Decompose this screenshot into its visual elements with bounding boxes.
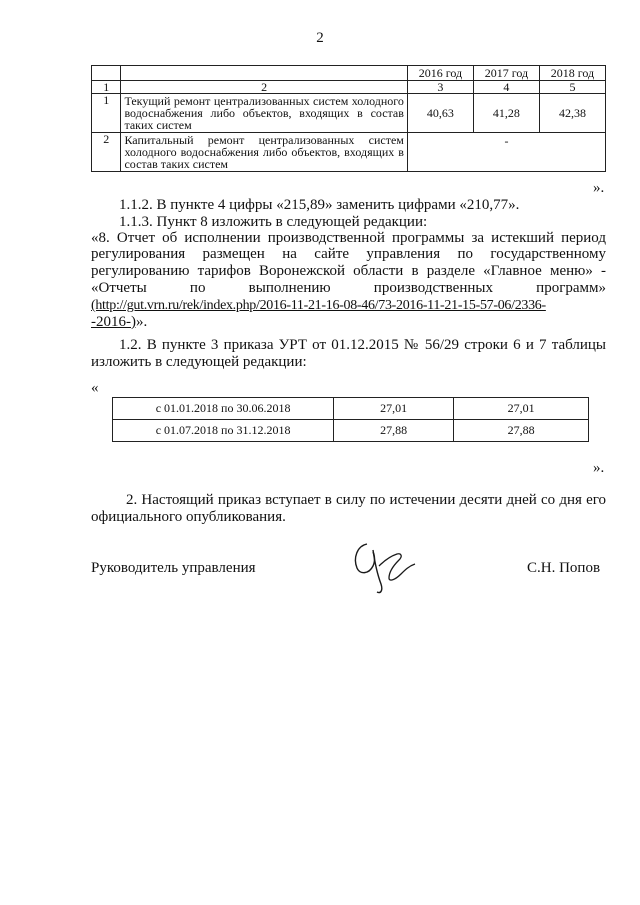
- row-number: 1: [92, 94, 121, 133]
- paragraph-1-1-3: 1.1.3. Пункт 8 изложить в следующей редакции:: [119, 214, 428, 230]
- header-year-2017: 2017 год: [473, 66, 539, 81]
- table-header-row: [92, 66, 606, 81]
- table1-close-quote: ».: [593, 180, 605, 196]
- index-cell: 5: [539, 81, 605, 94]
- repair-costs-table: [91, 65, 606, 172]
- signatory-name: С.Н. Попов: [527, 560, 601, 576]
- paragraph-2-line-1: 2. Настоящий приказ вступает в силу по истечении десяти дней со дня его: [126, 492, 606, 508]
- value-2016: 40,63: [407, 94, 473, 133]
- paragraph-1-2-line-1: 1.2. В пункте 3 приказа УРТ от 01.12.2015 № 56/29 строки 6 и 7 таблицы: [119, 337, 606, 353]
- merged-value-cell: -: [407, 133, 605, 172]
- period-cell: с 01.01.2018 по 30.06.2018: [113, 398, 334, 420]
- table-row: [113, 398, 589, 420]
- paragraph-1-2-line-2: изложить в следующей редакции:: [91, 354, 307, 370]
- header-year-2018: 2018 год: [539, 66, 605, 81]
- row-number: 2: [92, 133, 121, 172]
- quote-line-4: «Отчеты по выполнению производственных программ»: [91, 280, 606, 296]
- table-row: [113, 420, 589, 442]
- table2-close-quote: ».: [593, 460, 605, 476]
- report-link-end: [91, 314, 147, 331]
- table-row: [92, 94, 606, 133]
- quote-line-2: регулирования размещен на сайте управления по государственному: [91, 246, 606, 262]
- tariff-value-cell: 27,88: [334, 420, 454, 442]
- table-index-row: [92, 81, 606, 94]
- index-cell: 3: [407, 81, 473, 94]
- row-description: Капитальный ремонт централизованных систем холодного водоснабжения либо объектов, входящих в состав таких систем: [121, 133, 407, 172]
- tariff-rows-table: [112, 397, 589, 442]
- table2-open-quote: «: [91, 380, 99, 396]
- tariff-value-cell: 27,88: [454, 420, 589, 442]
- paragraph-1-1-2: 1.1.2. В пункте 4 цифры «215,89» заменить цифрами «210,77».: [119, 197, 520, 213]
- page-number: 2: [316, 30, 324, 46]
- index-cell: 1: [92, 81, 121, 94]
- row-description: Текущий ремонт централизованных систем холодного водоснабжения либо объектов, входящих в состав таких систем: [121, 94, 407, 133]
- table-row: [92, 133, 606, 172]
- value-2018: 42,38: [539, 94, 605, 133]
- value-2017: 41,28: [473, 94, 539, 133]
- paragraph-2-line-2: официального опубликования.: [91, 509, 286, 525]
- signatory-position: Руководитель управления: [91, 560, 256, 576]
- tariff-value-cell: 27,01: [334, 398, 454, 420]
- handwritten-signature: [345, 536, 425, 596]
- report-link[interactable]: [91, 297, 546, 314]
- tariff-value-cell: 27,01: [454, 398, 589, 420]
- index-cell: 2: [121, 81, 407, 94]
- header-year-2016: 2016 год: [407, 66, 473, 81]
- period-cell: с 01.07.2018 по 31.12.2018: [113, 420, 334, 442]
- report-link-line-1[interactable]: (http://gut.vrn.ru/rek/index.php/2016-11-21-16-08-46/73-2016-11-21-15-57-06/2336-: [91, 298, 546, 313]
- quote-line-1: «8. Отчет об исполнении производственной программы за истекший период: [91, 230, 606, 246]
- report-link-tail: ».: [136, 314, 148, 330]
- report-link-line-2[interactable]: -2016-): [91, 314, 136, 330]
- quote-line-3: регулированию тарифов Воронежской области в разделе «Главное меню» -: [91, 263, 606, 279]
- index-cell: 4: [473, 81, 539, 94]
